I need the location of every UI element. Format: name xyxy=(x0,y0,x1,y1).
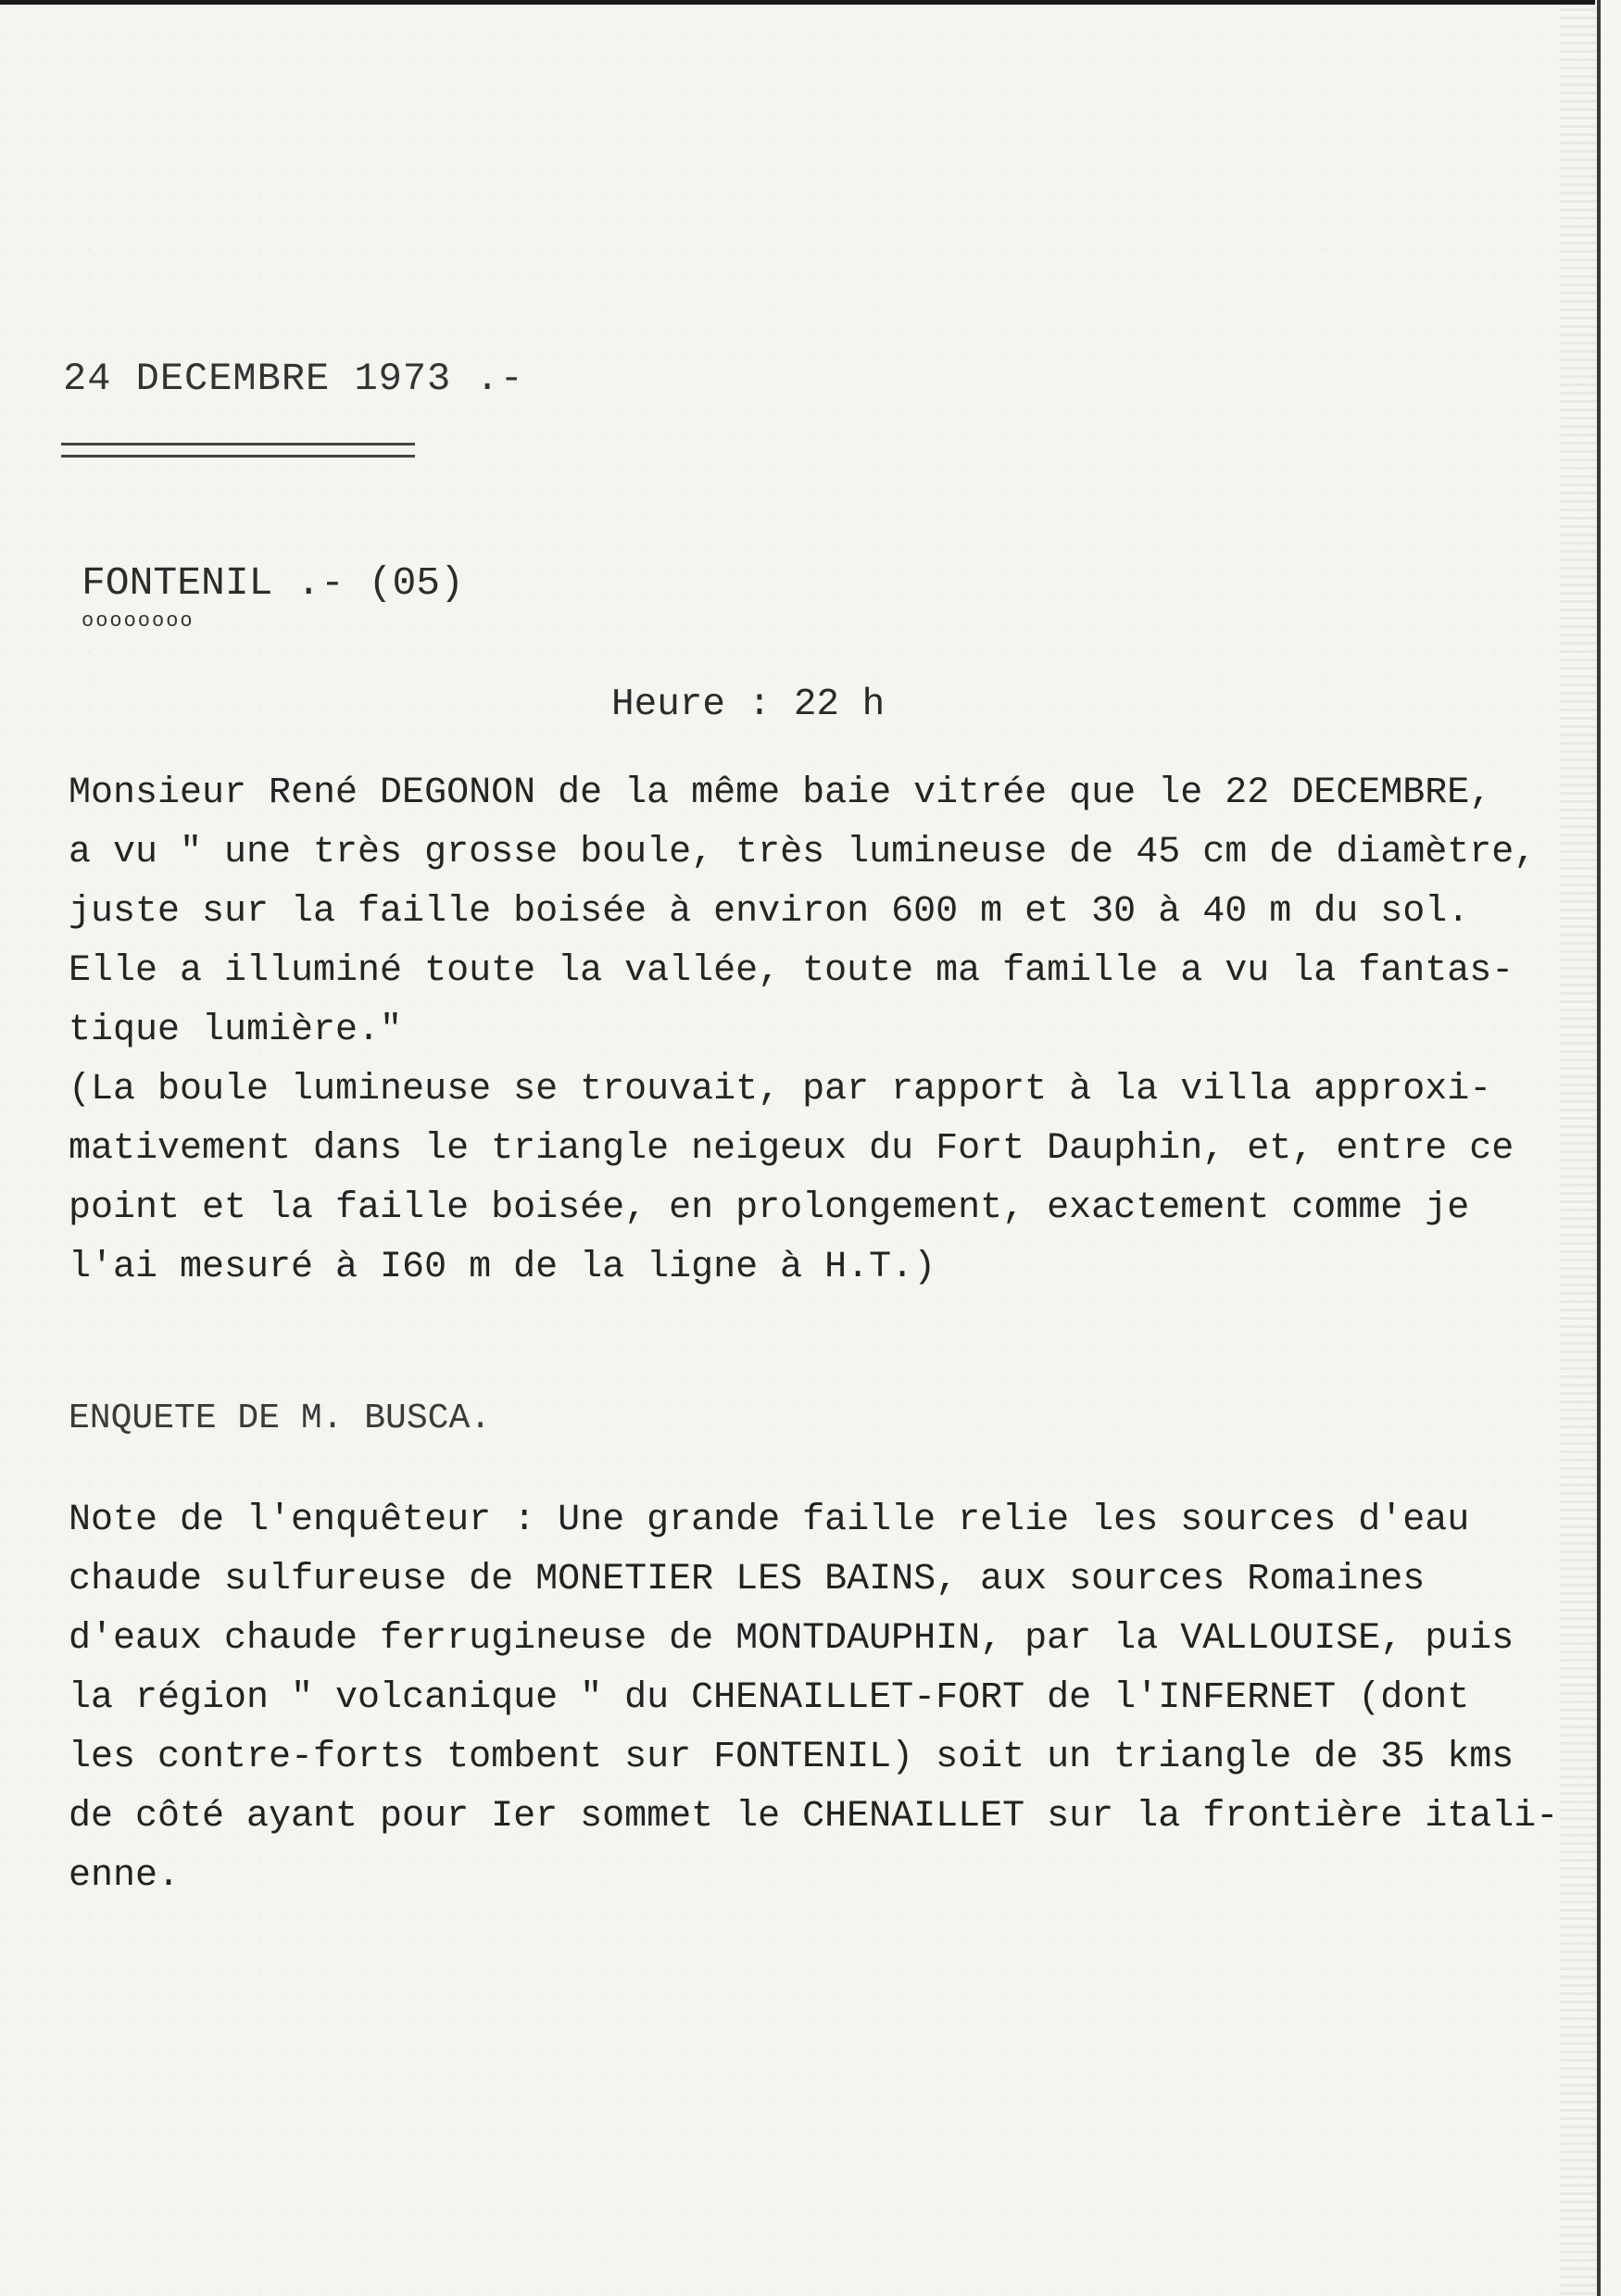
location-title: FONTENIL .- (05) xyxy=(82,560,464,606)
location-underline-marks: oooooooo xyxy=(82,609,195,633)
note-line: d'eaux chaude ferrugineuse de MONTDAUPHIN, par la VALLOUISE, puis xyxy=(69,1618,1514,1660)
report-line: mativement dans le triangle neigeux du Fort Dauphin, et, entre ce xyxy=(69,1128,1514,1170)
note-line: de côté ayant pour Ier sommet le CHENAILLET sur la frontière itali- xyxy=(69,1796,1559,1838)
investigator-note xyxy=(69,1491,1569,1906)
report-line: tique lumière." xyxy=(69,1010,403,1051)
date-underline xyxy=(61,443,415,458)
report-date: 24 DECEMBRE 1973 .- xyxy=(63,357,524,401)
note-line: les contre-forts tombent sur FONTENIL) soit un triangle de 35 kms xyxy=(69,1737,1514,1778)
note-line: la région " volcanique " du CHENAILLET-FORT de l'INFERNET (dont xyxy=(69,1677,1470,1719)
investigation-title: ENQUETE DE M. BUSCA. xyxy=(69,1399,492,1438)
scan-edge-noise xyxy=(1560,0,1597,2296)
note-line: Note de l'enquêteur : Une grande faille relie les sources d'eau xyxy=(69,1499,1470,1541)
report-line: juste sur la faille boisée à environ 600 m et 30 à 40 m du sol. xyxy=(69,891,1470,933)
report-line: (La boule lumineuse se trouvait, par rapport à la villa approxi- xyxy=(69,1069,1492,1110)
report-line: l'ai mesuré à I60 m de la ligne à H.T.) xyxy=(69,1247,936,1288)
note-line: chaude sulfureuse de MONETIER LES BAINS, aux sources Romaines xyxy=(69,1559,1426,1600)
time-label: Heure : 22 h xyxy=(611,684,886,726)
report-line: point et la faille boisée, en prolongement, exactement comme je xyxy=(69,1187,1470,1229)
report-line: a vu " une très grosse boule, très lumineuse de 45 cm de diamètre, xyxy=(69,832,1537,873)
top-border-line xyxy=(0,0,1595,5)
right-border-line xyxy=(1597,0,1601,2296)
report-paragraph xyxy=(69,764,1551,1298)
note-line: enne. xyxy=(69,1855,181,1897)
report-line: Monsieur René DEGONON de la même baie vitrée que le 22 DECEMBRE, xyxy=(69,772,1492,814)
report-line: Elle a illuminé toute la vallée, toute ma famille a vu la fantas- xyxy=(69,950,1514,992)
